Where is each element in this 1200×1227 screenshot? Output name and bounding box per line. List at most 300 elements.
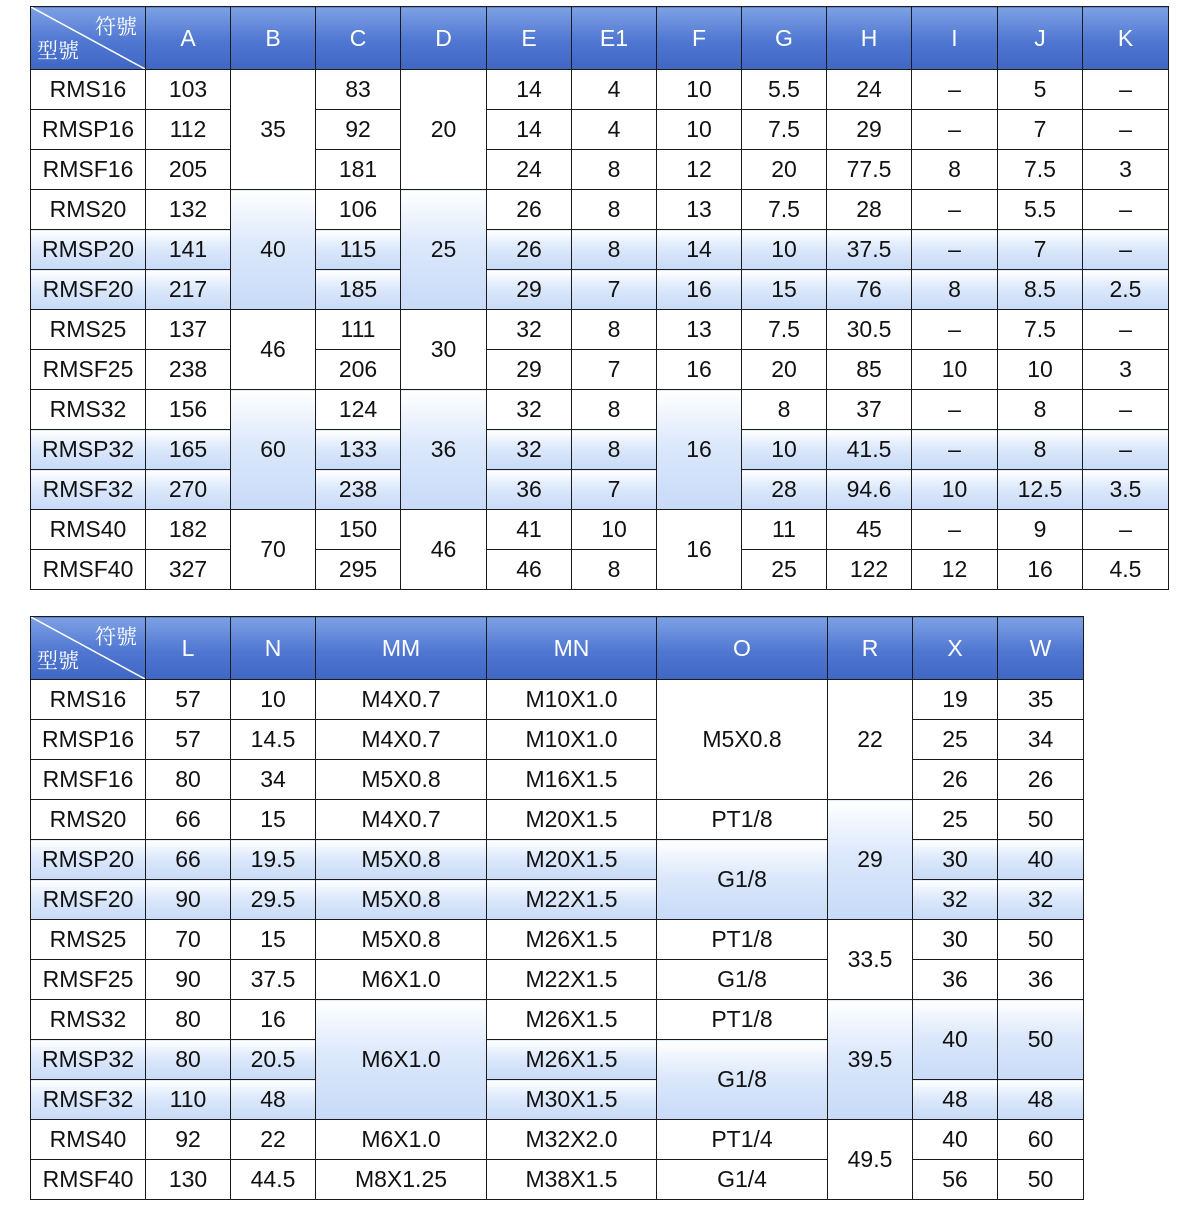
- model-cell: RMSF40: [31, 1160, 146, 1200]
- column-header-k: K: [1083, 7, 1169, 70]
- column-header-e: E: [487, 7, 572, 70]
- model-cell: RMSF16: [31, 150, 146, 190]
- table-row: [31, 800, 1084, 840]
- cell-g: 20: [742, 350, 827, 390]
- cell-mn: M10X1.0: [487, 720, 657, 760]
- cell-b: 46: [231, 310, 316, 390]
- model-cell: RMSP20: [31, 230, 146, 270]
- cell-w: 50: [998, 800, 1084, 840]
- cell-f: 14: [657, 230, 742, 270]
- cell-mn: M32X2.0: [487, 1120, 657, 1160]
- column-header-r: R: [828, 617, 913, 680]
- cell-g: 11: [742, 510, 827, 550]
- header-row: [31, 7, 1169, 70]
- table-row: [31, 70, 1169, 110]
- cell-h: 41.5: [827, 430, 912, 470]
- cell-n: 34: [231, 760, 316, 800]
- model-header-label: 型號: [37, 39, 79, 63]
- cell-w: 60: [998, 1120, 1084, 1160]
- cell-e1: 8: [572, 310, 657, 350]
- cell-mn: M20X1.5: [487, 800, 657, 840]
- model-cell: RMS16: [31, 70, 146, 110]
- cell-mn: M26X1.5: [487, 1040, 657, 1080]
- cell-w: 40: [998, 840, 1084, 880]
- cell-g: 7.5: [742, 110, 827, 150]
- table-row: [31, 190, 1169, 230]
- cell-a: 238: [146, 350, 231, 390]
- cell-h: 37.5: [827, 230, 912, 270]
- cell-l: 80: [146, 1040, 231, 1080]
- cell-g: 10: [742, 430, 827, 470]
- cell-j: 16: [998, 550, 1083, 590]
- table-row: [31, 680, 1084, 720]
- model-cell: RMSF25: [31, 350, 146, 390]
- cell-o: G1/8: [657, 840, 828, 920]
- cell-c: 92: [316, 110, 401, 150]
- cell-r: 39.5: [828, 1000, 913, 1120]
- cell-mn: M26X1.5: [487, 920, 657, 960]
- cell-l: 66: [146, 800, 231, 840]
- header-row: [31, 617, 1084, 680]
- cell-e1: 8: [572, 390, 657, 430]
- table-row: [31, 880, 1084, 920]
- cell-a: 270: [146, 470, 231, 510]
- cell-f: 16: [657, 390, 742, 510]
- model-cell: RMSP16: [31, 720, 146, 760]
- cell-l: 66: [146, 840, 231, 880]
- model-cell: RMS32: [31, 1000, 146, 1040]
- cell-e: 46: [487, 550, 572, 590]
- cell-e1: 10: [572, 510, 657, 550]
- cell-w: 35: [998, 680, 1084, 720]
- cell-f: 12: [657, 150, 742, 190]
- cell-w: 50: [998, 1000, 1084, 1080]
- cell-mm: M6X1.0: [316, 1000, 487, 1120]
- cell-e1: 4: [572, 110, 657, 150]
- cell-n: 29.5: [231, 880, 316, 920]
- corner-header-cell: [31, 617, 146, 680]
- column-header-a: A: [146, 7, 231, 70]
- cell-a: 112: [146, 110, 231, 150]
- cell-a: 141: [146, 230, 231, 270]
- cell-n: 44.5: [231, 1160, 316, 1200]
- column-header-d: D: [401, 7, 487, 70]
- cell-x: 32: [913, 880, 998, 920]
- cell-mn: M38X1.5: [487, 1160, 657, 1200]
- cell-n: 15: [231, 800, 316, 840]
- cell-i: –: [912, 390, 998, 430]
- model-cell: RMS40: [31, 510, 146, 550]
- column-header-o: O: [657, 617, 828, 680]
- cell-a: 182: [146, 510, 231, 550]
- cell-c: 238: [316, 470, 401, 510]
- model-cell: RMS16: [31, 680, 146, 720]
- cell-mm: M4X0.7: [316, 720, 487, 760]
- column-header-l: L: [146, 617, 231, 680]
- cell-o: G1/8: [657, 960, 828, 1000]
- cell-r: 33.5: [828, 920, 913, 1000]
- cell-r: 49.5: [828, 1120, 913, 1200]
- cell-j: 8.5: [998, 270, 1083, 310]
- cell-o: G1/4: [657, 1160, 828, 1200]
- cell-i: 8: [912, 270, 998, 310]
- cell-n: 16: [231, 1000, 316, 1040]
- cell-i: 10: [912, 350, 998, 390]
- cell-e1: 8: [572, 550, 657, 590]
- cell-w: 48: [998, 1080, 1084, 1120]
- cell-j: 12.5: [998, 470, 1083, 510]
- model-header-label: 型號: [37, 649, 79, 673]
- cell-l: 70: [146, 920, 231, 960]
- table-row: [31, 920, 1084, 960]
- cell-k: –: [1083, 310, 1169, 350]
- cell-i: –: [912, 310, 998, 350]
- cell-o: PT1/4: [657, 1120, 828, 1160]
- cell-o: M5X0.8: [657, 680, 828, 800]
- cell-g: 10: [742, 230, 827, 270]
- cell-mm: M5X0.8: [316, 840, 487, 880]
- cell-g: 7.5: [742, 190, 827, 230]
- model-cell: RMSP16: [31, 110, 146, 150]
- cell-j: 7.5: [998, 310, 1083, 350]
- cell-g: 8: [742, 390, 827, 430]
- cell-mn: M16X1.5: [487, 760, 657, 800]
- cell-e: 29: [487, 270, 572, 310]
- cell-a: 132: [146, 190, 231, 230]
- cell-d: 46: [401, 510, 487, 590]
- cell-h: 77.5: [827, 150, 912, 190]
- table-row: [31, 390, 1169, 430]
- cell-mn: M10X1.0: [487, 680, 657, 720]
- model-cell: RMSF25: [31, 960, 146, 1000]
- cell-k: –: [1083, 230, 1169, 270]
- column-header-c: C: [316, 7, 401, 70]
- model-cell: RMSF40: [31, 550, 146, 590]
- column-header-j: J: [998, 7, 1083, 70]
- cell-i: –: [912, 510, 998, 550]
- column-header-x: X: [913, 617, 998, 680]
- cell-j: 10: [998, 350, 1083, 390]
- cell-mm: M5X0.8: [316, 760, 487, 800]
- column-header-mn: MN: [487, 617, 657, 680]
- cell-k: 3: [1083, 150, 1169, 190]
- cell-a: 165: [146, 430, 231, 470]
- model-cell: RMS20: [31, 190, 146, 230]
- cell-h: 94.6: [827, 470, 912, 510]
- cell-n: 19.5: [231, 840, 316, 880]
- cell-k: –: [1083, 430, 1169, 470]
- cell-n: 22: [231, 1120, 316, 1160]
- cell-mm: M5X0.8: [316, 920, 487, 960]
- cell-j: 8: [998, 390, 1083, 430]
- cell-x: 40: [913, 1120, 998, 1160]
- cell-i: –: [912, 430, 998, 470]
- column-header-b: B: [231, 7, 316, 70]
- cell-l: 90: [146, 880, 231, 920]
- model-cell: RMSF16: [31, 760, 146, 800]
- cell-i: 10: [912, 470, 998, 510]
- cell-c: 83: [316, 70, 401, 110]
- cell-f: 13: [657, 310, 742, 350]
- cell-d: 25: [401, 190, 487, 310]
- cell-k: 3: [1083, 350, 1169, 390]
- cell-f: 13: [657, 190, 742, 230]
- cell-e1: 7: [572, 270, 657, 310]
- table-row: [31, 760, 1084, 800]
- cell-l: 80: [146, 760, 231, 800]
- cell-w: 34: [998, 720, 1084, 760]
- table-row: [31, 1000, 1084, 1040]
- cell-g: 20: [742, 150, 827, 190]
- cell-w: 32: [998, 880, 1084, 920]
- cell-e1: 7: [572, 470, 657, 510]
- cell-x: 19: [913, 680, 998, 720]
- column-header-g: G: [742, 7, 827, 70]
- cell-k: –: [1083, 510, 1169, 550]
- cell-c: 115: [316, 230, 401, 270]
- model-cell: RMS20: [31, 800, 146, 840]
- model-cell: RMS32: [31, 390, 146, 430]
- corner-header-cell: [31, 7, 146, 70]
- table-row: [31, 1160, 1084, 1200]
- cell-g: 7.5: [742, 310, 827, 350]
- cell-mm: M8X1.25: [316, 1160, 487, 1200]
- cell-o: PT1/8: [657, 920, 828, 960]
- cell-n: 20.5: [231, 1040, 316, 1080]
- table-row: [31, 350, 1169, 390]
- table-row: [31, 960, 1084, 1000]
- cell-f: 16: [657, 350, 742, 390]
- cell-j: 8: [998, 430, 1083, 470]
- cell-e1: 4: [572, 70, 657, 110]
- cell-b: 40: [231, 190, 316, 310]
- table-row: [31, 310, 1169, 350]
- symbol-header-label: 符號: [95, 625, 137, 649]
- cell-e: 32: [487, 310, 572, 350]
- cell-d: 30: [401, 310, 487, 390]
- cell-f: 10: [657, 70, 742, 110]
- cell-n: 15: [231, 920, 316, 960]
- cell-f: 16: [657, 270, 742, 310]
- table-row: [31, 840, 1084, 880]
- cell-c: 181: [316, 150, 401, 190]
- cell-a: 103: [146, 70, 231, 110]
- cell-a: 137: [146, 310, 231, 350]
- table-row: [31, 720, 1084, 760]
- cell-e: 14: [487, 70, 572, 110]
- cell-c: 133: [316, 430, 401, 470]
- spec-table-dimensions: [30, 6, 1169, 590]
- column-header-h: H: [827, 7, 912, 70]
- cell-e: 26: [487, 190, 572, 230]
- model-cell: RMSF20: [31, 880, 146, 920]
- cell-a: 156: [146, 390, 231, 430]
- cell-g: 25: [742, 550, 827, 590]
- cell-a: 327: [146, 550, 231, 590]
- cell-g: 5.5: [742, 70, 827, 110]
- table-row: [31, 110, 1169, 150]
- cell-c: 124: [316, 390, 401, 430]
- cell-e: 26: [487, 230, 572, 270]
- cell-l: 130: [146, 1160, 231, 1200]
- cell-x: 40: [913, 1000, 998, 1080]
- cell-w: 50: [998, 1160, 1084, 1200]
- cell-h: 45: [827, 510, 912, 550]
- cell-c: 185: [316, 270, 401, 310]
- model-cell: RMSF20: [31, 270, 146, 310]
- cell-j: 9: [998, 510, 1083, 550]
- cell-h: 122: [827, 550, 912, 590]
- cell-mn: M26X1.5: [487, 1000, 657, 1040]
- cell-h: 29: [827, 110, 912, 150]
- cell-e1: 8: [572, 430, 657, 470]
- cell-e1: 8: [572, 230, 657, 270]
- cell-j: 5.5: [998, 190, 1083, 230]
- cell-e: 29: [487, 350, 572, 390]
- cell-k: 3.5: [1083, 470, 1169, 510]
- cell-h: 76: [827, 270, 912, 310]
- cell-i: –: [912, 190, 998, 230]
- column-header-f: F: [657, 7, 742, 70]
- cell-l: 110: [146, 1080, 231, 1120]
- cell-mm: M4X0.7: [316, 800, 487, 840]
- cell-k: 4.5: [1083, 550, 1169, 590]
- cell-f: 16: [657, 510, 742, 590]
- cell-b: 60: [231, 390, 316, 510]
- cell-o: PT1/8: [657, 800, 828, 840]
- cell-w: 50: [998, 920, 1084, 960]
- cell-d: 36: [401, 390, 487, 510]
- cell-mn: M22X1.5: [487, 960, 657, 1000]
- table-row: [31, 510, 1169, 550]
- cell-e: 32: [487, 390, 572, 430]
- column-header-n: N: [231, 617, 316, 680]
- cell-c: 150: [316, 510, 401, 550]
- cell-c: 295: [316, 550, 401, 590]
- cell-e: 32: [487, 430, 572, 470]
- cell-j: 7: [998, 230, 1083, 270]
- cell-x: 25: [913, 800, 998, 840]
- cell-x: 48: [913, 1080, 998, 1120]
- cell-l: 92: [146, 1120, 231, 1160]
- cell-h: 85: [827, 350, 912, 390]
- cell-i: 8: [912, 150, 998, 190]
- cell-i: –: [912, 70, 998, 110]
- cell-a: 205: [146, 150, 231, 190]
- cell-i: –: [912, 230, 998, 270]
- model-cell: RMSF32: [31, 1080, 146, 1120]
- cell-j: 7: [998, 110, 1083, 150]
- cell-mn: M20X1.5: [487, 840, 657, 880]
- cell-n: 10: [231, 680, 316, 720]
- cell-l: 57: [146, 680, 231, 720]
- cell-h: 24: [827, 70, 912, 110]
- table-row: [31, 550, 1169, 590]
- cell-c: 111: [316, 310, 401, 350]
- cell-e: 14: [487, 110, 572, 150]
- cell-b: 70: [231, 510, 316, 590]
- cell-d: 20: [401, 70, 487, 190]
- cell-w: 26: [998, 760, 1084, 800]
- column-header-i: I: [912, 7, 998, 70]
- table-row: [31, 1080, 1084, 1120]
- spec-table-threads: [30, 616, 1084, 1200]
- column-header-e1: E1: [572, 7, 657, 70]
- cell-a: 217: [146, 270, 231, 310]
- table-row: [31, 1120, 1084, 1160]
- cell-mn: M22X1.5: [487, 880, 657, 920]
- cell-mm: M5X0.8: [316, 880, 487, 920]
- model-cell: RMSF32: [31, 470, 146, 510]
- column-header-mm: MM: [316, 617, 487, 680]
- model-cell: RMS25: [31, 310, 146, 350]
- cell-e1: 8: [572, 150, 657, 190]
- cell-o: G1/8: [657, 1040, 828, 1120]
- cell-b: 35: [231, 70, 316, 190]
- table-row: [31, 430, 1169, 470]
- cell-i: –: [912, 110, 998, 150]
- cell-x: 25: [913, 720, 998, 760]
- cell-l: 80: [146, 1000, 231, 1040]
- cell-n: 37.5: [231, 960, 316, 1000]
- cell-h: 37: [827, 390, 912, 430]
- cell-mm: M4X0.7: [316, 680, 487, 720]
- cell-k: –: [1083, 110, 1169, 150]
- cell-w: 36: [998, 960, 1084, 1000]
- cell-x: 26: [913, 760, 998, 800]
- cell-i: 12: [912, 550, 998, 590]
- cell-n: 48: [231, 1080, 316, 1120]
- model-cell: RMSP20: [31, 840, 146, 880]
- cell-h: 28: [827, 190, 912, 230]
- cell-j: 5: [998, 70, 1083, 110]
- symbol-header-label: 符號: [95, 15, 137, 39]
- cell-e1: 8: [572, 190, 657, 230]
- cell-mn: M30X1.5: [487, 1080, 657, 1120]
- model-cell: RMS40: [31, 1120, 146, 1160]
- cell-e1: 7: [572, 350, 657, 390]
- cell-k: –: [1083, 390, 1169, 430]
- table-row: [31, 150, 1169, 190]
- cell-e: 24: [487, 150, 572, 190]
- model-cell: RMSP32: [31, 1040, 146, 1080]
- cell-h: 30.5: [827, 310, 912, 350]
- table-row: [31, 230, 1169, 270]
- cell-k: –: [1083, 70, 1169, 110]
- cell-l: 57: [146, 720, 231, 760]
- cell-mm: M6X1.0: [316, 960, 487, 1000]
- model-cell: RMSP32: [31, 430, 146, 470]
- cell-e: 41: [487, 510, 572, 550]
- cell-n: 14.5: [231, 720, 316, 760]
- cell-mm: M6X1.0: [316, 1120, 487, 1160]
- cell-x: 30: [913, 920, 998, 960]
- table-row: [31, 470, 1169, 510]
- cell-c: 106: [316, 190, 401, 230]
- cell-o: PT1/8: [657, 1000, 828, 1040]
- model-cell: RMS25: [31, 920, 146, 960]
- cell-r: 29: [828, 800, 913, 920]
- cell-k: –: [1083, 190, 1169, 230]
- cell-k: 2.5: [1083, 270, 1169, 310]
- cell-g: 28: [742, 470, 827, 510]
- cell-l: 90: [146, 960, 231, 1000]
- cell-g: 15: [742, 270, 827, 310]
- cell-x: 56: [913, 1160, 998, 1200]
- cell-c: 206: [316, 350, 401, 390]
- cell-x: 36: [913, 960, 998, 1000]
- cell-j: 7.5: [998, 150, 1083, 190]
